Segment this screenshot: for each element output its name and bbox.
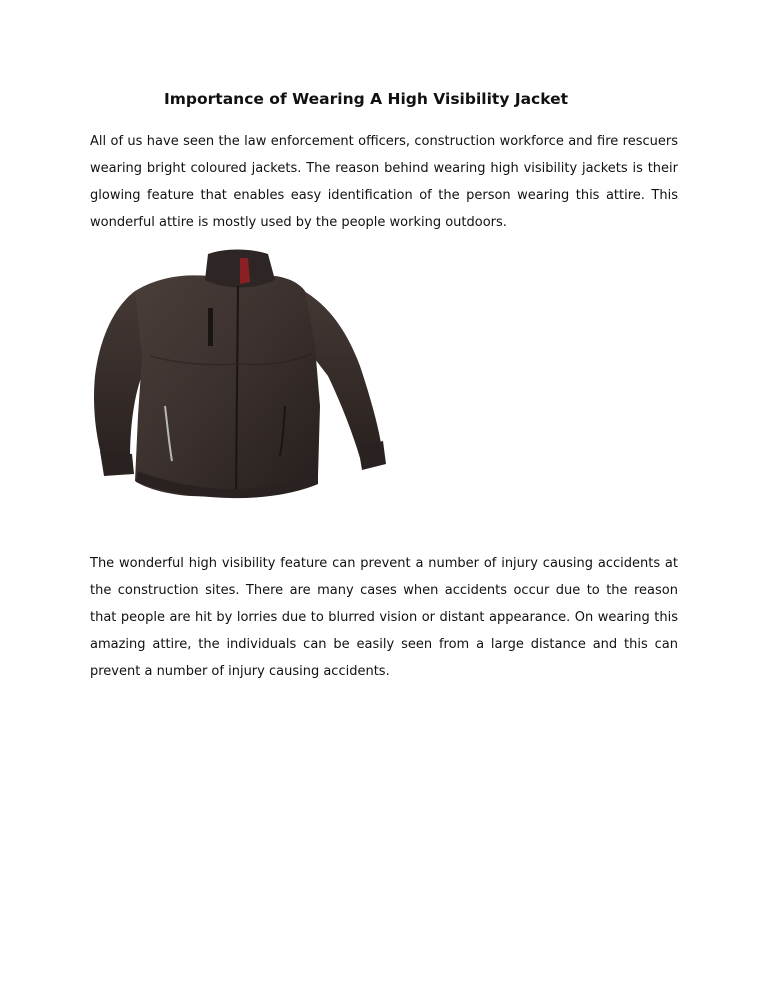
body-paragraph: The wonderful high visibility feature can prevent a number of injury causing accidents at the construction sites. There are many cases when accidents occur due to the reason that people are hit by lorries due to blurred vision or distant appearance. On wearing this amazing attire, the individuals can be easily seen from a large distance and this can prevent a number of injury causing accidents. — [90, 556, 678, 679]
document-title: Importance of Wearing A High Visibility Jacket — [164, 90, 569, 108]
jacket-image — [90, 246, 390, 502]
intro-paragraph: All of us have seen the law enforcement officers, construction workforce and fire rescuers wearing bright coloured jackets. The reason behind wearing high visibility jackets is their glowing feature that enables easy identification of the person wearing this attire. This wonderful attire is mostly used by the people working outdoors. — [90, 134, 678, 230]
